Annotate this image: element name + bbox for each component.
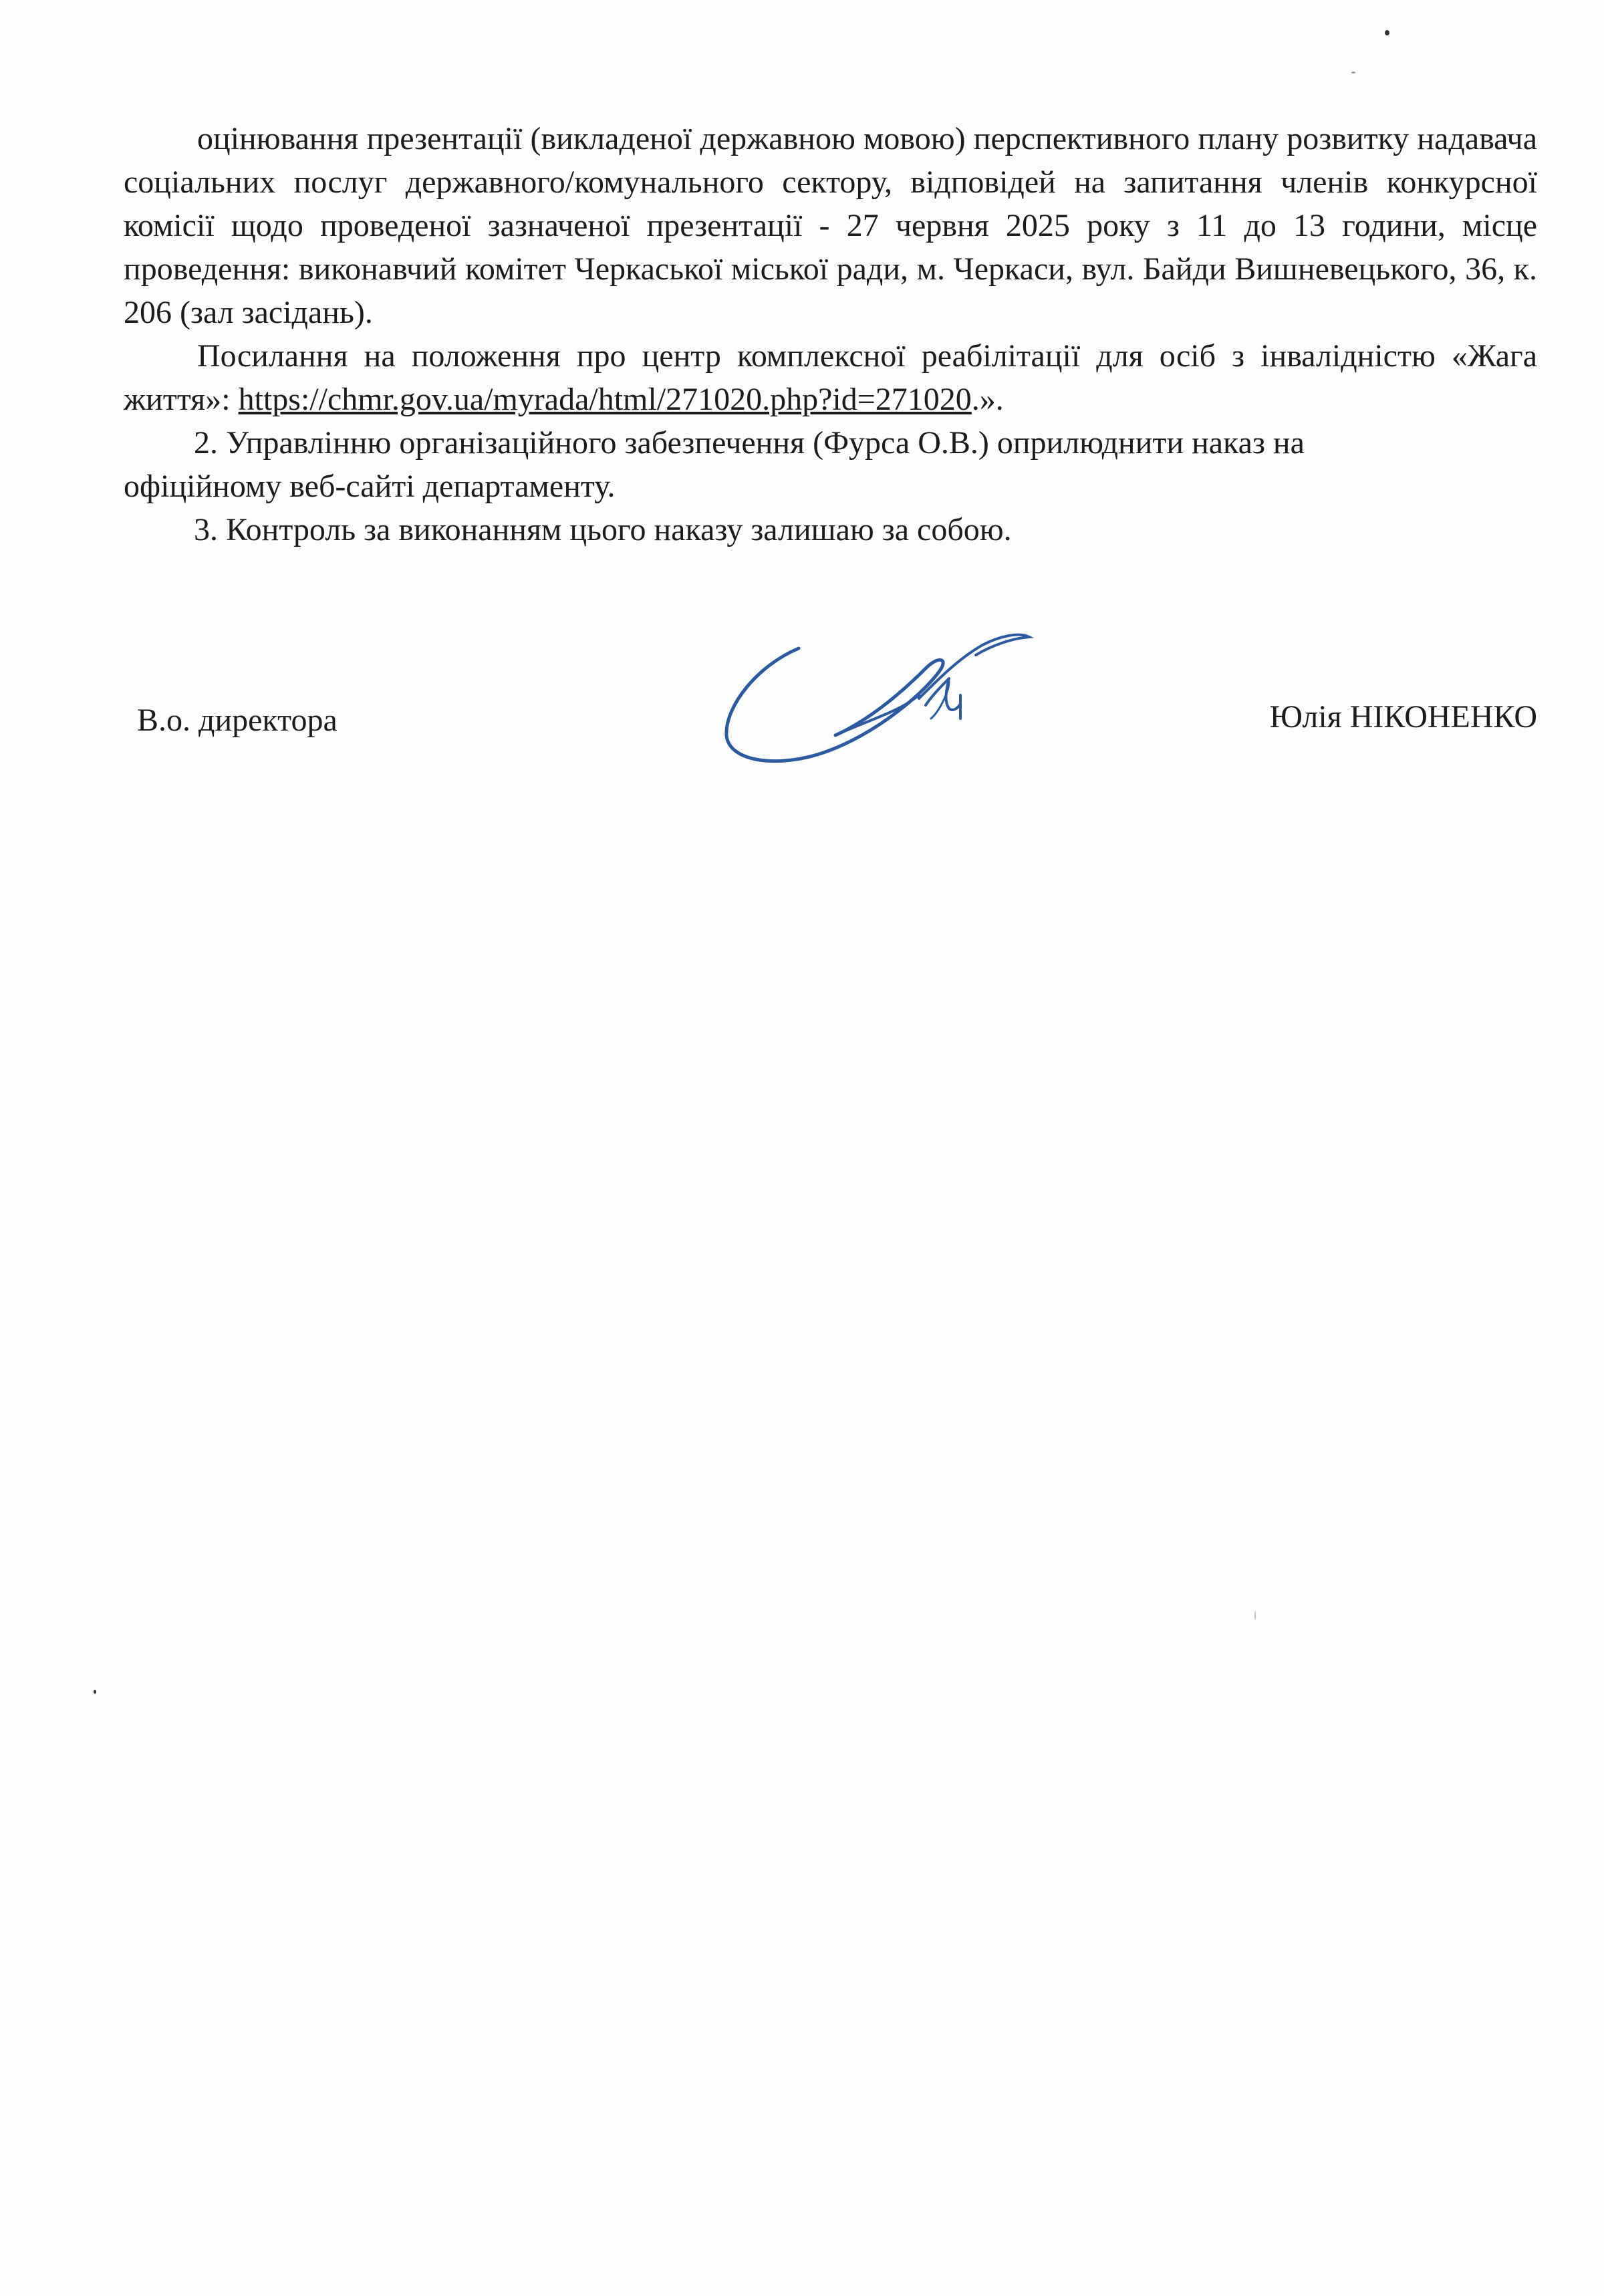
scan-speck <box>1351 72 1355 74</box>
document-body <box>124 117 1537 551</box>
signatory-title: В.о. директора <box>137 703 338 738</box>
signatory-name: Юлія НІКОНЕНКО <box>1269 699 1537 735</box>
scan-speck <box>1385 30 1389 35</box>
scan-speck <box>1254 1611 1256 1620</box>
order-item-3: 3. Контроль за виконанням цього наказу залишаю за собою. <box>194 512 1012 547</box>
handwritten-signature <box>718 618 1039 772</box>
paragraph-presentation: оцінювання презентації (викладеної державною мовою) перспективного плану розвитку надавача соціальних послуг державного/комунального сектору, відповідей на запитання членів конкурсної комісії щодо проведеної зазначеної презентації - 27 червня 2025 року з 11 до 13 години, місце проведення: виконавчий комітет Черкаської міської ради, м. Черкаси, вул. Байди Вишневецького, 36, к. 206 (зал засідань). <box>124 121 1537 330</box>
link-prefix-text: Посилання на положення про центр комплексної реабілітації для осіб з інвалідністю «Жага життя»: <box>124 338 1537 417</box>
paragraph-regulation-link <box>124 334 1537 421</box>
order-item-2: 2. Управлінню організаційного забезпечення (Фурса О.В.) оприлюднити наказ на <box>194 425 1305 461</box>
order-item-2-continuation: офіційному веб-сайті департаменту. <box>124 469 616 504</box>
link-suffix-text: .». <box>971 382 1004 417</box>
scan-speck <box>94 1690 96 1694</box>
regulation-link[interactable]: https://chmr.gov.ua/myrada/html/271020.php?id=271020 <box>238 382 972 417</box>
